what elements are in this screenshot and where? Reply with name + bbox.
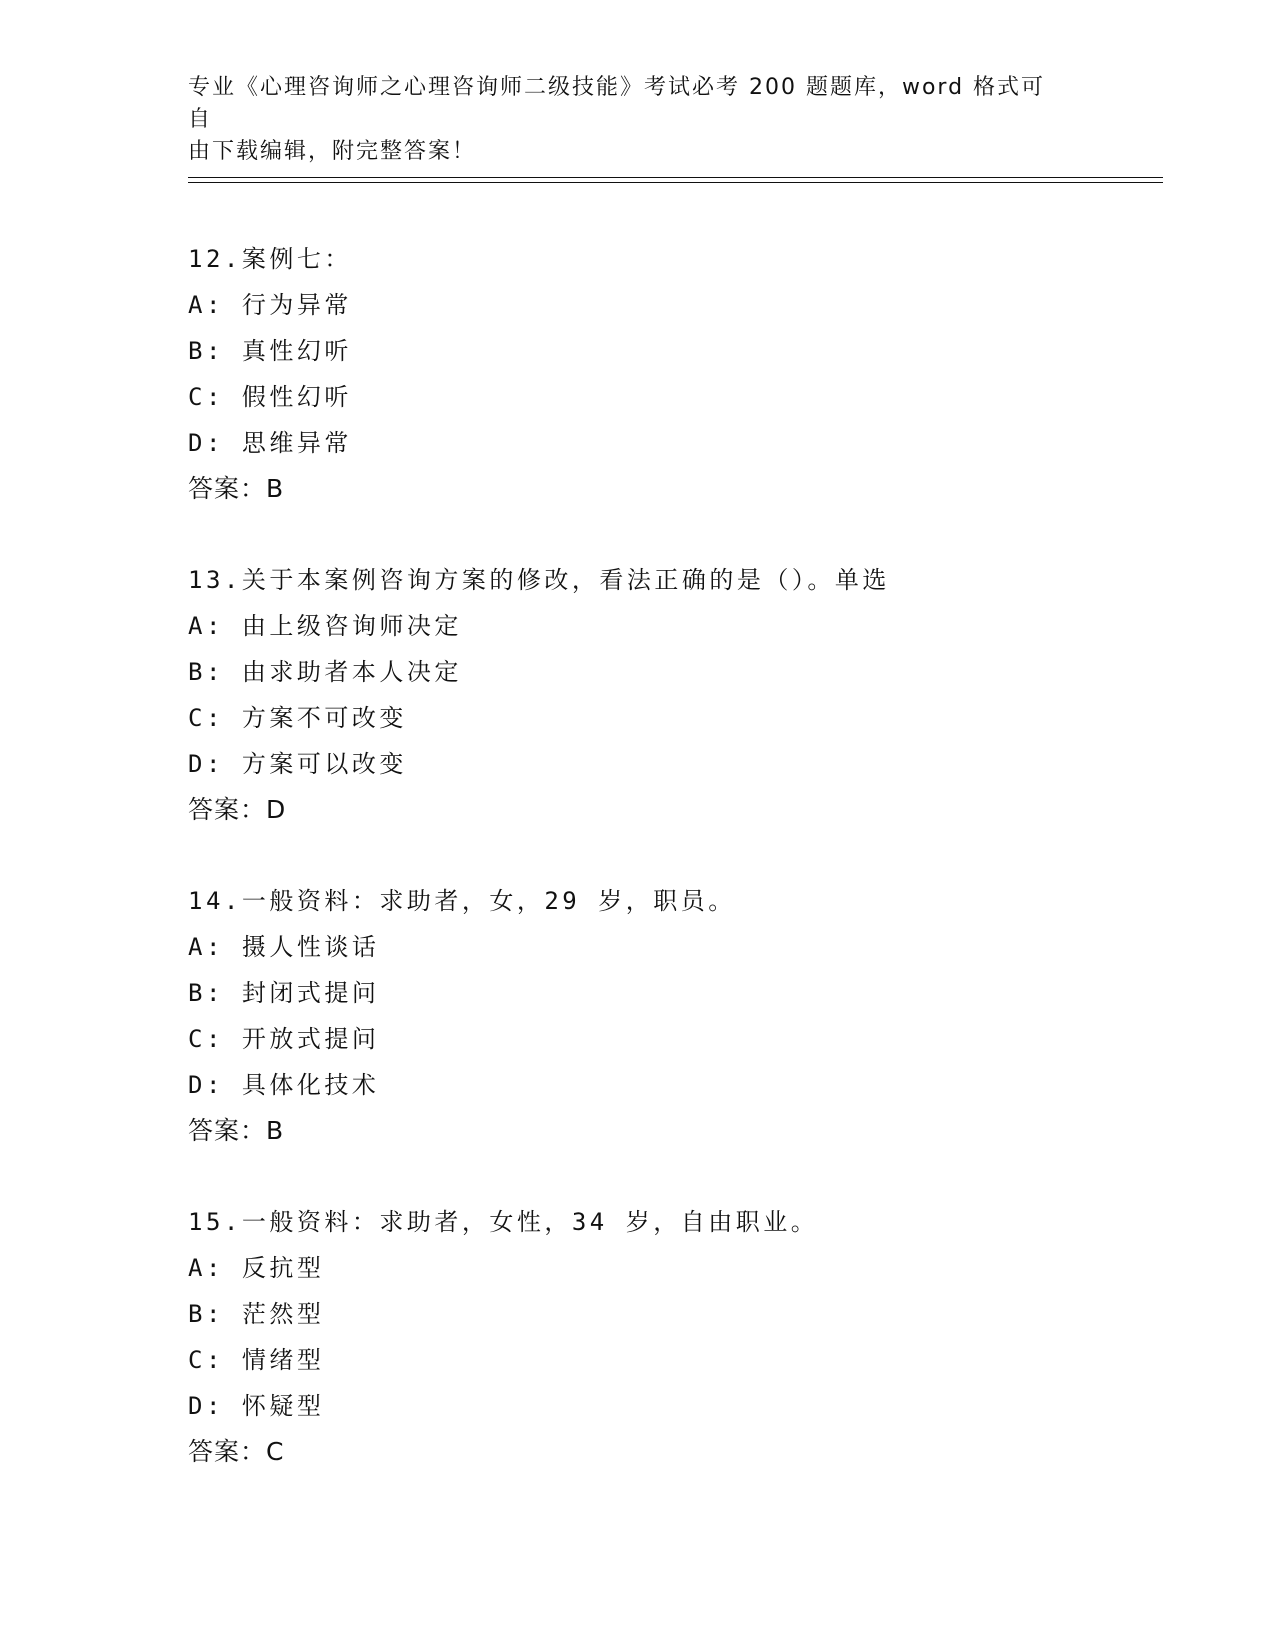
header-line-2: 由下载编辑，附完整答案！ [188, 139, 477, 164]
question-12 [188, 236, 1188, 512]
option-b: B: 真性幻听 [188, 337, 352, 365]
option-b: B: 由求助者本人决定 [188, 658, 462, 686]
question-stem: 14.一般资料：求助者，女，29 岁，职员。 [188, 887, 736, 915]
question-14 [188, 878, 1188, 1154]
answer-line: 答案：B [188, 474, 285, 503]
option-c: C: 方案不可改变 [188, 704, 407, 732]
answer-line: 答案：B [188, 1116, 285, 1145]
option-c: C: 假性幻听 [188, 383, 352, 411]
question-13 [188, 557, 1188, 833]
header-divider-bottom [188, 182, 1163, 183]
option-d: D: 具体化技术 [188, 1071, 380, 1099]
header-divider-top [188, 177, 1163, 178]
option-a: A: 摄人性谈话 [188, 933, 380, 961]
option-c: C: 情绪型 [188, 1346, 325, 1374]
answer-line: 答案：C [188, 1437, 285, 1466]
option-d: D: 方案可以改变 [188, 750, 407, 778]
document-header [188, 72, 1068, 168]
header-line-1: 专业《心理咨询师之心理咨询师二级技能》考试必考 200 题题库，word 格式可自 [188, 75, 1046, 132]
answer-line: 答案：D [188, 795, 287, 824]
question-stem: 12.案例七： [188, 245, 352, 273]
question-stem: 13.关于本案例咨询方案的修改，看法正确的是（）。单选 [188, 566, 890, 594]
question-15 [188, 1199, 1188, 1475]
option-b: B: 茫然型 [188, 1300, 325, 1328]
option-c: C: 开放式提问 [188, 1025, 380, 1053]
option-d: D: 思维异常 [188, 429, 352, 457]
option-d: D: 怀疑型 [188, 1392, 325, 1420]
option-b: B: 封闭式提问 [188, 979, 380, 1007]
option-a: A: 由上级咨询师决定 [188, 612, 462, 640]
question-stem: 15.一般资料：求助者，女性，34 岁，自由职业。 [188, 1208, 819, 1236]
option-a: A: 行为异常 [188, 291, 352, 319]
option-a: A: 反抗型 [188, 1254, 325, 1282]
